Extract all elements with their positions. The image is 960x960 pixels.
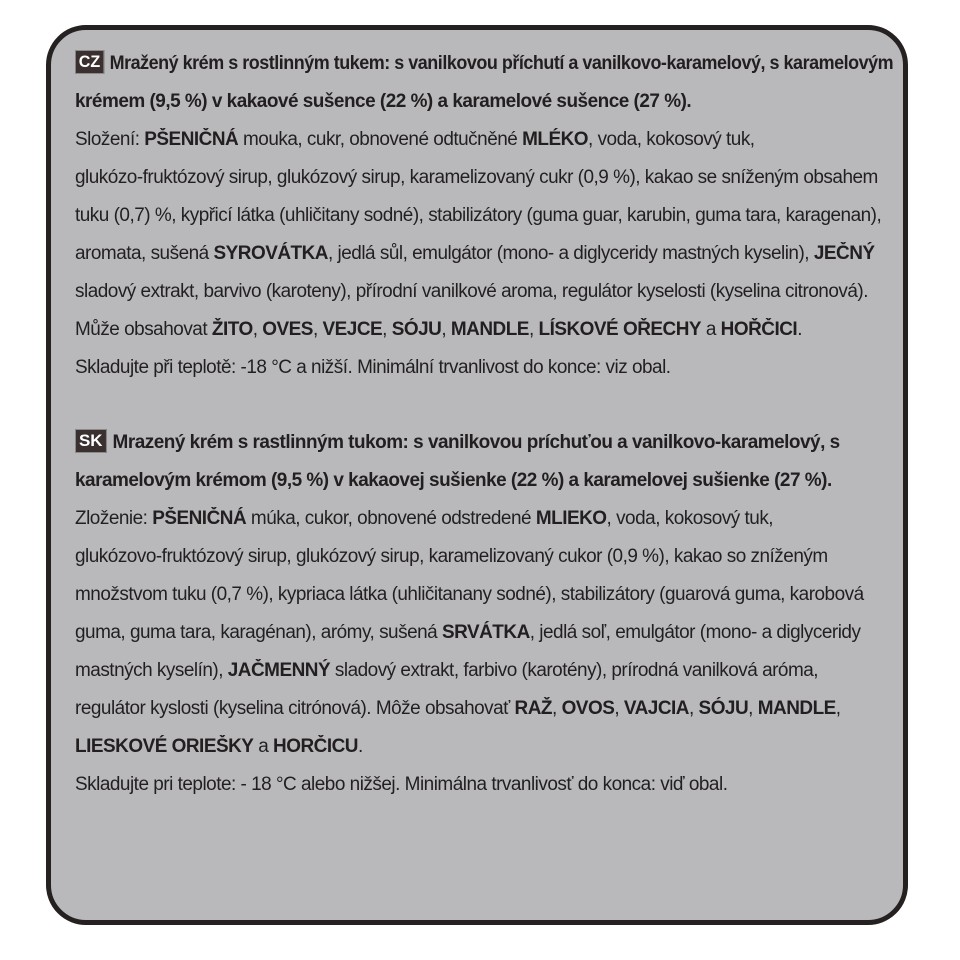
bold-text-segment: MLIEKO <box>535 508 607 529</box>
bold-text-segment: OVOS <box>561 698 615 719</box>
text-line <box>75 349 893 387</box>
text-line <box>75 424 893 462</box>
bold-text-segment: JAČMENNÝ <box>227 660 331 681</box>
text-segment: Složení: <box>75 129 145 150</box>
text-line <box>75 121 893 159</box>
text-line <box>75 273 893 311</box>
bold-text-segment: SÓJU <box>391 319 442 340</box>
bold-text-segment: VAJCIA <box>623 698 690 719</box>
bold-text-segment: karamelovým krémom (9,5 %) v kakaovej sušienke (22 %) a karamelovej sušienke (27 %). <box>75 470 832 491</box>
bold-text-segment: VEJCE <box>322 319 383 340</box>
text-segment: múka, cukor, obnovené odstredené <box>246 508 536 529</box>
text-segment: , <box>252 319 263 340</box>
bold-text-segment: MANDLE <box>757 698 836 719</box>
section-sk <box>75 424 895 804</box>
bold-text-segment: JEČNÝ <box>813 243 875 264</box>
bold-text-segment: SRVÁTKA <box>441 622 530 643</box>
text-segment: Zloženie: <box>75 508 153 529</box>
text-segment: guma, guma tara, karagénan), arómy, sušená <box>75 622 442 643</box>
text-line <box>75 45 894 83</box>
text-segment: regulátor kyslosti (kyselina citrónová). Môže obsahovať <box>75 698 515 719</box>
text-segment: sladový extrakt, barvivo (karoteny), přírodní vanilkové aroma, regulátor kyselosti (kyselina citronová). <box>75 281 868 302</box>
text-segment: glukózovo-fruktózový sirup, glukózový sirup, karamelizovaný cukor (0,9 %), kakao so zníženým <box>75 546 828 567</box>
text-segment: Skladujte při teplotě: -18 °C a nižší. Minimální trvanlivost do konce: viz obal. <box>75 357 671 378</box>
bold-text-segment: LÍSKOVÉ OŘECHY <box>538 319 702 340</box>
bold-text-segment: SÓJU <box>698 698 749 719</box>
bold-text-segment: PŠENIČNÁ <box>144 129 239 150</box>
section-cz <box>75 45 895 387</box>
bold-text-segment: Mrazený krém s rastlinným tukom: s vanilkovou príchuťou a vanilkovo-karamelový, s <box>112 432 840 453</box>
text-segment: , <box>312 319 323 340</box>
text-segment: . <box>797 319 802 340</box>
bold-text-segment: SYROVÁTKA <box>213 243 329 264</box>
text-segment: . <box>357 736 363 757</box>
text-segment: mouka, cukr, obnovené odtučněné <box>238 129 523 150</box>
text-segment: aromata, sušená <box>75 243 214 264</box>
bold-text-segment: HORČICU <box>273 736 358 757</box>
bold-text-segment: Mražený krém s rostlinným tukem: s vanilkovou příchutí a vanilkovo-karamelový, s karamelovým <box>109 53 894 74</box>
ingredients-label-panel <box>46 25 908 925</box>
bold-text-segment: OVES <box>262 319 313 340</box>
bold-text-segment: RAŽ <box>514 698 553 719</box>
text-line <box>75 83 893 121</box>
text-segment: , <box>689 698 699 719</box>
bold-text-segment: PŠENIČNÁ <box>152 508 247 529</box>
text-line <box>75 462 893 500</box>
text-segment: , <box>552 698 562 719</box>
text-segment: mastných kyselín), <box>75 660 228 681</box>
text-segment: sladový extrakt, farbivo (karotény), prírodná vanilková aróma, <box>330 660 819 681</box>
text-segment: Skladujte pri teplote: - 18 °C alebo nižšej. Minimálna trvanlivosť do konca: viď obal. <box>75 774 728 795</box>
text-line <box>75 311 893 349</box>
text-line <box>75 235 893 273</box>
text-line <box>75 766 893 804</box>
text-segment: , <box>835 698 841 719</box>
language-badge: SK <box>75 429 107 453</box>
text-segment: glukózo-fruktózový sirup, glukózový sirup, karamelizovaný cukr (0,9 %), kakao se sníženým obsahem <box>75 167 878 188</box>
bold-text-segment: MLÉKO <box>522 129 589 150</box>
bold-text-segment: krémem (9,5 %) v kakaové sušence (22 %) a karamelové sušence (27 %). <box>75 91 692 112</box>
text-segment: , <box>382 319 392 340</box>
text-segment: , <box>528 319 539 340</box>
text-line <box>75 652 893 690</box>
text-line <box>75 614 893 652</box>
text-segment: , <box>748 698 758 719</box>
text-segment: , <box>614 698 624 719</box>
bold-text-segment: HOŘČICI <box>720 319 798 340</box>
text-segment: a <box>253 736 274 757</box>
text-segment: , voda, kokosový tuk, <box>606 508 774 529</box>
text-segment: množstvom tuku (0,7 %), kypriaca látka (uhličitanany sodné), stabilizátory (guarová guma, karobová <box>75 584 864 605</box>
bold-text-segment: MANDLE <box>450 319 529 340</box>
text-segment: Může obsahovat <box>75 319 212 340</box>
bold-text-segment: ŽITO <box>211 319 253 340</box>
text-line <box>75 728 893 766</box>
text-line <box>75 538 893 576</box>
text-line <box>75 197 893 235</box>
text-segment: a <box>701 319 721 340</box>
text-line <box>75 500 893 538</box>
text-line <box>75 159 893 197</box>
text-line <box>75 576 893 614</box>
text-segment: , <box>441 319 451 340</box>
text-segment: , jedlá sůl, emulgátor (mono- a diglyceridy mastných kyselin), <box>328 243 814 264</box>
text-segment: tuku (0,7) %, kypřicí látka (uhličitany sodné), stabilizátory (guma guar, karubin, guma tara, karagenan), <box>75 205 882 226</box>
text-segment: , jedlá soľ, emulgátor (mono- a diglyceridy <box>529 622 861 643</box>
language-badge: CZ <box>75 50 104 74</box>
text-line <box>75 690 893 728</box>
bold-text-segment: LIESKOVÉ ORIEŠKY <box>75 736 254 757</box>
text-segment: , voda, kokosový tuk, <box>588 129 755 150</box>
